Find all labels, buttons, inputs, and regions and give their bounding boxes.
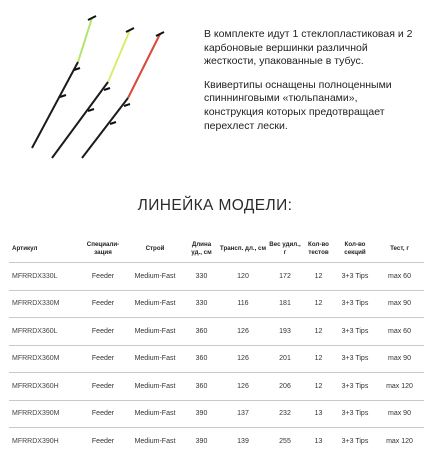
table-cell: 360 [185, 345, 218, 373]
table-row [9, 345, 424, 373]
table-cell: 126 [218, 345, 268, 373]
table-cell: 120 [218, 263, 268, 291]
table-cell: Medium-Fast [125, 428, 185, 455]
table-cell: 232 [268, 400, 302, 428]
table-cell: max 120 [375, 373, 424, 401]
column-header: Длина уд., см [191, 241, 212, 256]
table-cell: 181 [268, 290, 302, 318]
table-cell: MFRRDX360L [9, 318, 81, 346]
table-cell: Feeder [81, 373, 125, 401]
table-row [9, 373, 424, 401]
table-cell: Feeder [81, 263, 125, 291]
description-paragraph: Квивертипы оснащены полноценными спиннинговыми «тюльпанами», конструкция которых предотвращает перехлест лески. [204, 78, 392, 132]
column-header: Специали-зация [86, 241, 120, 256]
table-cell: 360 [185, 373, 218, 401]
table-cell: Medium-Fast [125, 318, 185, 346]
table-cell: MFRRDX360M [9, 345, 81, 373]
table-cell: 126 [218, 318, 268, 346]
table-cell: 330 [185, 263, 218, 291]
table-cell: 3+3 Tips [335, 318, 375, 346]
table-cell: max 60 [375, 318, 424, 346]
column-header: Вес удил., г [269, 241, 301, 256]
table-cell: 360 [185, 318, 218, 346]
description-block [204, 28, 418, 143]
table-cell: 137 [218, 400, 268, 428]
table-row [9, 263, 424, 291]
column-header: Строй [145, 245, 165, 252]
column-header: Трансп. дл., см [219, 245, 267, 252]
table-cell: 255 [268, 428, 302, 455]
column-header: Артикул [12, 245, 38, 252]
table-cell: 193 [268, 318, 302, 346]
table-cell: 201 [268, 345, 302, 373]
table-cell: Medium-Fast [125, 345, 185, 373]
table-row [9, 290, 424, 318]
table-cell: MFRRDX360H [9, 373, 81, 401]
table-cell: 390 [185, 428, 218, 455]
table-cell: 126 [218, 373, 268, 401]
table-cell: max 90 [375, 400, 424, 428]
table-cell: Feeder [81, 428, 125, 455]
table-cell: 172 [268, 263, 302, 291]
table-cell: max 60 [375, 263, 424, 291]
table-cell: 12 [302, 345, 335, 373]
quiver-tip-yellow [52, 28, 134, 158]
table-cell: max 90 [375, 345, 424, 373]
description-paragraph: В комплекте идут 1 стеклопластиковая и 2 карбоновые вершинки различной жесткости, упакованные в тубус. [204, 28, 413, 68]
column-header: Кол-во секций [344, 241, 366, 256]
table-cell: 12 [302, 263, 335, 291]
table-cell: 12 [302, 373, 335, 401]
table-row [9, 400, 424, 428]
table-cell: MFRRDX390H [9, 428, 81, 455]
table-cell: 3+3 Tips [335, 345, 375, 373]
table-cell: MFRRDX390M [9, 400, 81, 428]
table-cell: 13 [302, 428, 335, 455]
table-cell: 13 [302, 400, 335, 428]
table-cell: 12 [302, 290, 335, 318]
section-heading: ЛИНЕЙКА МОДЕЛИ: [137, 197, 293, 214]
table-cell: Medium-Fast [125, 290, 185, 318]
table-cell: 3+3 Tips [335, 290, 375, 318]
table-cell: 3+3 Tips [335, 428, 375, 455]
table-cell: 3+3 Tips [335, 263, 375, 291]
table-cell: 139 [218, 428, 268, 455]
table-cell: Medium-Fast [125, 400, 185, 428]
column-header: Тест, г [390, 245, 409, 252]
models-table [9, 236, 424, 455]
table-cell: MFRRDX330L [9, 263, 81, 291]
quiver-tips-illustration [0, 0, 200, 170]
table-cell: Feeder [81, 318, 125, 346]
table-row [9, 318, 424, 346]
table-cell: Feeder [81, 290, 125, 318]
column-header: Кол-во тестов [308, 241, 329, 256]
table-cell: Feeder [81, 345, 125, 373]
table-cell: 390 [185, 400, 218, 428]
table-cell: Medium-Fast [125, 373, 185, 401]
quiver-tip-green [32, 16, 96, 148]
table-cell: 116 [218, 290, 268, 318]
table-cell: max 90 [375, 290, 424, 318]
table-cell: 3+3 Tips [335, 400, 375, 428]
table-cell: 3+3 Tips [335, 373, 375, 401]
table-cell: 330 [185, 290, 218, 318]
table-cell: MFRRDX330M [9, 290, 81, 318]
table-cell: Medium-Fast [125, 263, 185, 291]
table-cell: 206 [268, 373, 302, 401]
table-row [9, 428, 424, 455]
table-header-row [9, 236, 424, 263]
table-cell: 12 [302, 318, 335, 346]
quiver-tip-red [82, 32, 164, 158]
table-cell: max 120 [375, 428, 424, 455]
table-cell: Feeder [81, 400, 125, 428]
